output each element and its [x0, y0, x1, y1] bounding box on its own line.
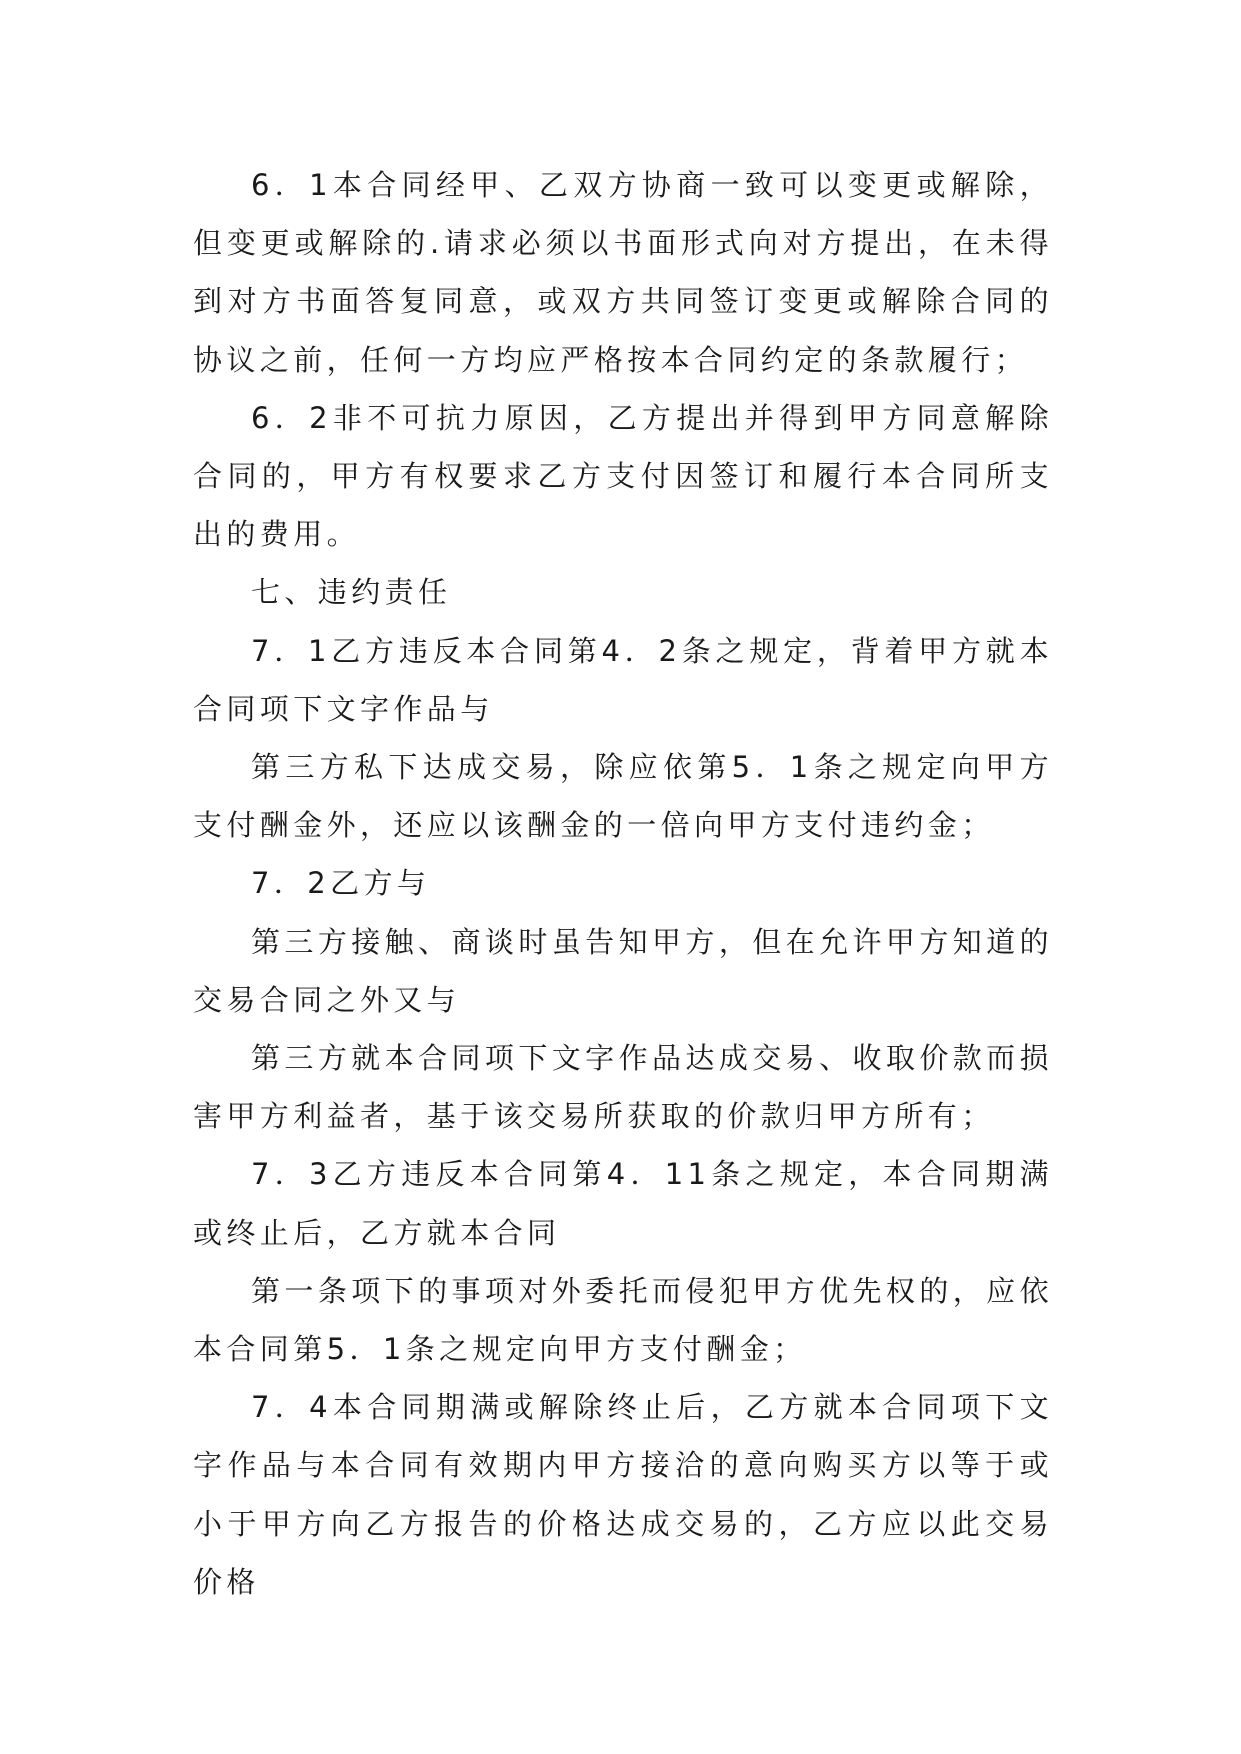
clause-7-2-continued: 第三方接触、商谈时虽告知甲方，但在允许甲方知道的交易合同之外又与 [193, 924, 1053, 1017]
clause-7-4: 7．4本合同期满或解除终止后，乙方就本合同项下文字作品与本合同有效期内甲方接洽的意向购买方以等于或小于甲方向乙方报告的价格达成交易的，乙方应以此交易价格 [193, 1390, 1053, 1599]
clause-7-3: 7．3乙方违反本合同第4．11条之规定，本合同期满或终止后，乙方就本合同 [193, 1157, 1053, 1250]
clause-7-3-continued: 第一条项下的事项对外委托而侵犯甲方优先权的，应依本合同第5．1条之规定向甲方支付酬金； [193, 1273, 1053, 1367]
clause-6-1: 6．1本合同经甲、乙双方协商一致可以变更或解除，但变更或解除的.请求必须以书面形式向对方提出，在未得到对方书面答复同意，或双方共同签订变更或解除合同的协议之前，任何一方均应严格按本合同约定的条款履行； [193, 168, 1053, 377]
clause-6-2: 6．2非不可抗力原因，乙方提出并得到甲方同意解除合同的，甲方有权要求乙方支付因签订和履行本合同所支出的费用。 [193, 400, 1053, 552]
document-body [193, 156, 1053, 1611]
section-heading-breach-liability: 七、违约责任 [251, 575, 452, 610]
clause-7-1: 7．1乙方违反本合同第4．2条之规定，背着甲方就本合同项下文字作品与 [193, 633, 1053, 726]
clause-7-1-continued: 第三方私下达成交易，除应依第5．1条之规定向甲方支付酬金外，还应以该酬金的一倍向甲方支付违约金； [193, 750, 1053, 843]
clause-7-2-continued-2: 第三方就本合同项下文字作品达成交易、收取价款而损害甲方利益者，基于该交易所获取的价款归甲方所有； [193, 1041, 1053, 1134]
clause-7-2: 7．2乙方与 [251, 866, 431, 901]
